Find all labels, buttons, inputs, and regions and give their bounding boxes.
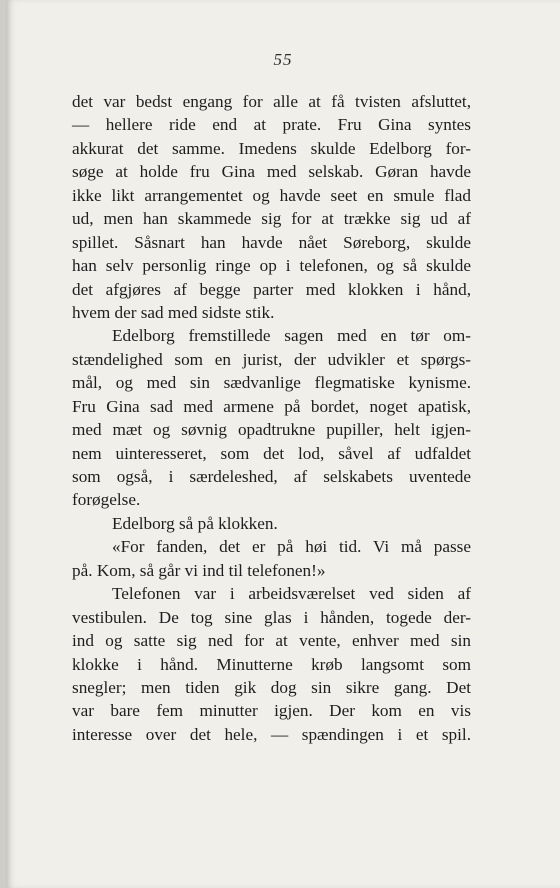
text-line: søge at holde fru Gina med selskab. Gøran havde (72, 162, 471, 182)
text-line: Telefonen var i arbeidsværelset ved siden af (112, 584, 471, 604)
text-line: var bare fem minutter igjen. Der kom en vis (72, 701, 471, 721)
text-line: ikke likt arrangementet og havde seet en smule flad (72, 185, 471, 205)
page-number: 55 (273, 50, 293, 69)
text-line: han selv personlig ringe op i telefonen, og så skulde (72, 256, 471, 276)
text-line: akkurat det samme. Imedens skulde Edelborg for- (72, 138, 471, 158)
text-line: Fru Gina sad med armene på bordet, noget apatisk, (72, 396, 471, 416)
text-line: snegler; men tiden gik dog sin sikre gang. Det (72, 677, 471, 697)
text-line: — hellere ride end at prate. Fru Gina syntes (72, 115, 471, 135)
text-line: ind og satte sig ned for at vente, enhver med sin (72, 631, 471, 651)
text-line: på. Kom, så går vi ind til telefonen!» (72, 560, 326, 580)
text-line: det var bedst engang for alle at få tvisten afsluttet, (72, 92, 471, 111)
text-line: det afgjøres af begge parter med klokken i hånd, (72, 279, 471, 299)
text-line: vestibulen. De tog sine glas i hånden, togede der- (72, 607, 471, 627)
text-line: interesse over det hele, — spændingen i et spil. (72, 724, 471, 744)
text-line: som også, i særdeleshed, af selskabets uventede (72, 467, 471, 486)
text-line: Edelborg så på klokken. (112, 513, 278, 533)
text-line: nem uinteresseret, som det lod, såvel af udfaldet (72, 443, 471, 463)
text-line: Edelborg fremstillede sagen med en tør om- (112, 326, 471, 346)
text-line: «For fanden, det er på høi tid. Vi må passe (112, 537, 471, 557)
text-line: hvem der sad med sidste stik. (72, 302, 275, 322)
text-line: mål, og med sin sædvanlige flegmatiske kynisme. (72, 373, 471, 393)
text-line: med mæt og søvnig opadtrukne pupiller, helt igjen- (72, 420, 471, 440)
text-line: spillet. Såsnart han havde nået Søreborg, skulde (72, 232, 471, 252)
text-line: ud, men han skammede sig for at trække sig ud af (72, 209, 471, 229)
body-text (72, 90, 471, 746)
text-line: stændelighed som en jurist, der udvikler et spørgs- (72, 349, 471, 369)
text-line: forøgelse. (72, 490, 141, 510)
book-page (6, 0, 560, 888)
text-line: klokke i hånd. Minutterne krøb langsomt som (72, 654, 471, 674)
